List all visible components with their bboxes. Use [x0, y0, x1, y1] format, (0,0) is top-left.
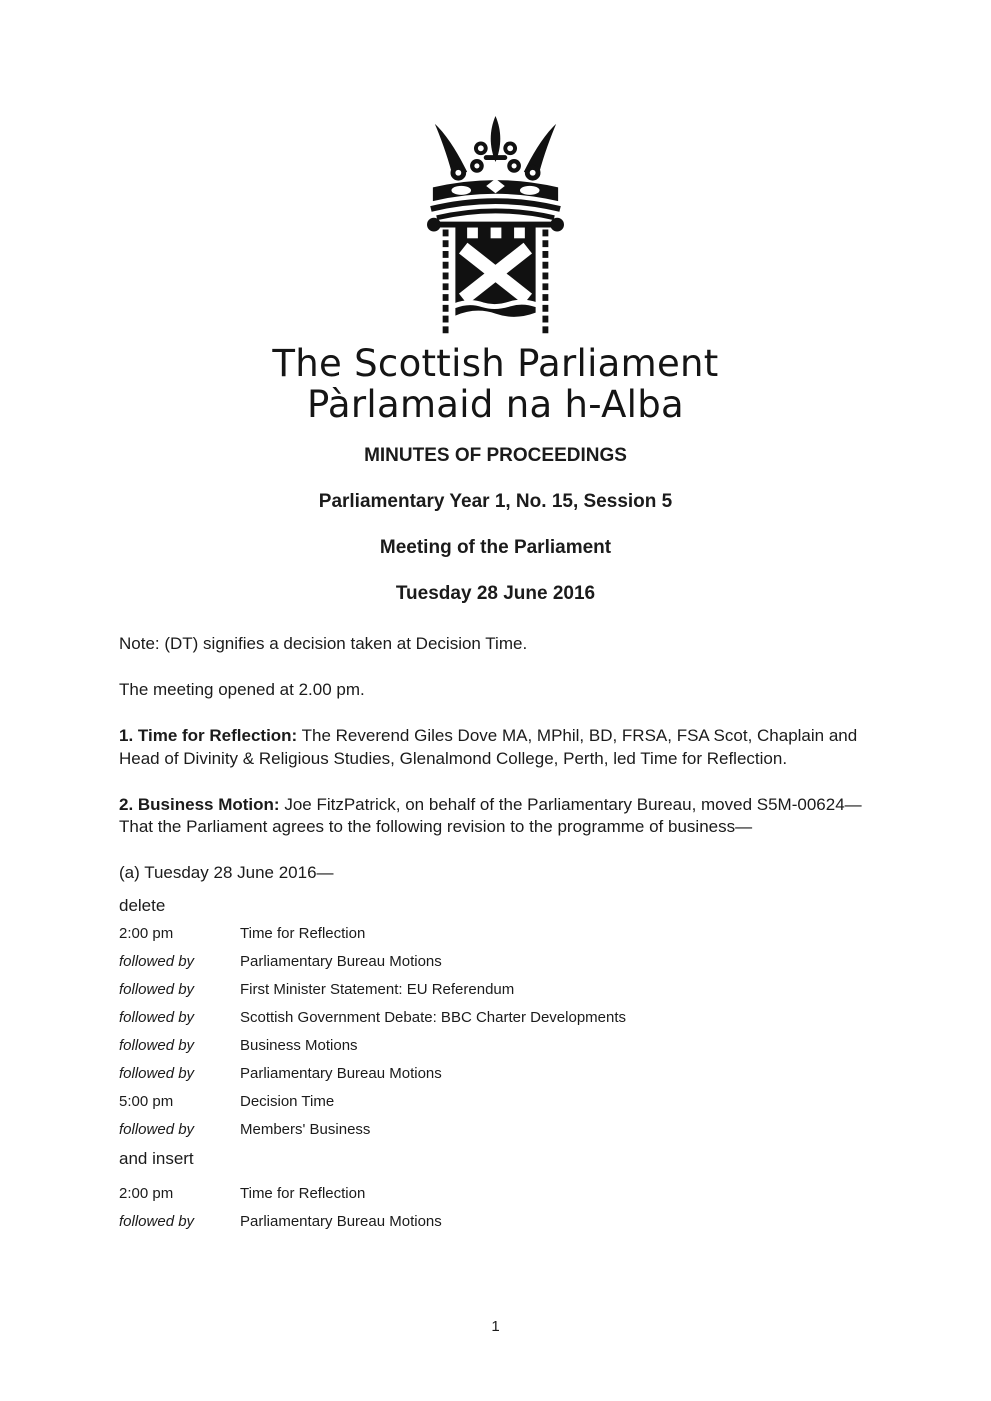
meeting-date: Tuesday 28 June 2016 [395, 583, 596, 604]
schedule-row [119, 1088, 881, 1116]
schedule-row [119, 1004, 881, 1032]
meeting-title: Meeting of the Parliament [379, 537, 612, 558]
document-body [0, 605, 991, 1236]
schedule-item: Members' Business [240, 1121, 371, 1138]
doc-title: MINUTES OF PROCEEDINGS [364, 445, 627, 466]
schedule-time: 2:00 pm [119, 1184, 174, 1202]
logo-block [0, 0, 991, 425]
schedule-time: followed by [119, 953, 195, 970]
schedule-row [119, 1116, 881, 1144]
agenda-item-2-text: Joe FitzPatrick, on behalf of the Parliamentary Bureau, moved S5M-00624—That the Parliament agrees to the following revision to the programme of business— [119, 794, 862, 836]
opening-paragraph: The meeting opened at 2.00 pm. [119, 680, 365, 699]
schedule-row [119, 1208, 881, 1236]
schedule-item: Parliamentary Bureau Motions [240, 1212, 442, 1230]
schedule-item: Parliamentary Bureau Motions [240, 1065, 442, 1082]
agenda-item-2 [119, 794, 881, 839]
page-number: 1 [491, 1318, 500, 1335]
schedule-insert-list [119, 1180, 881, 1236]
agenda-item-1 [119, 725, 881, 770]
schedule-time: followed by [119, 1009, 195, 1026]
schedule-row [119, 1060, 881, 1088]
logo-name-gaelic: Pàrlamaid na h-Alba [306, 383, 685, 426]
schedule-delete-list [119, 920, 881, 1144]
schedule-time: followed by [119, 1037, 195, 1054]
schedule-row [119, 920, 881, 948]
schedule-row [119, 948, 881, 976]
schedule-item: Parliamentary Bureau Motions [240, 953, 442, 970]
schedule-item: First Minister Statement: EU Referendum [240, 981, 515, 998]
subsection-line: (a) Tuesday 28 June 2016— [119, 863, 334, 882]
delete-label: delete [119, 895, 166, 915]
schedule-item: Scottish Government Debate: BBC Charter Developments [240, 1009, 627, 1026]
schedule-row [119, 976, 881, 1004]
schedule-time: 5:00 pm [119, 1093, 174, 1110]
schedule-time: followed by [119, 1212, 195, 1230]
schedule-row [119, 1032, 881, 1060]
schedule-time: followed by [119, 1121, 195, 1138]
schedule-item: Business Motions [240, 1037, 358, 1054]
schedule-time: 2:00 pm [119, 925, 174, 942]
schedule-time: followed by [119, 1065, 195, 1082]
scottish-parliament-crest-icon [422, 116, 569, 343]
schedule-item: Time for Reflection [240, 925, 366, 942]
schedule-time: followed by [119, 981, 195, 998]
schedule-item: Time for Reflection [240, 1184, 366, 1202]
document-headings [0, 444, 991, 605]
agenda-item-1-label: 1. Time for Reflection: [119, 726, 298, 745]
insert-label: and insert [119, 1149, 194, 1168]
logo-name-english: The Scottish Parliament [272, 342, 719, 385]
agenda-item-2-label: 2. Business Motion: [119, 794, 280, 814]
schedule-item: Decision Time [240, 1093, 335, 1110]
agenda-item-1-text: The Reverend Giles Dove MA, MPhil, BD, FRSA, FSA Scot, Chaplain and Head of Divinity & Religious Studies, Glenalmond College, Perth, led Time for Reflection. [119, 726, 858, 768]
schedule-row [119, 1180, 881, 1208]
note-paragraph: Note: (DT) signifies a decision taken at Decision Time. [119, 634, 528, 653]
session-info: Parliamentary Year 1, No. 15, Session 5 [318, 491, 673, 512]
